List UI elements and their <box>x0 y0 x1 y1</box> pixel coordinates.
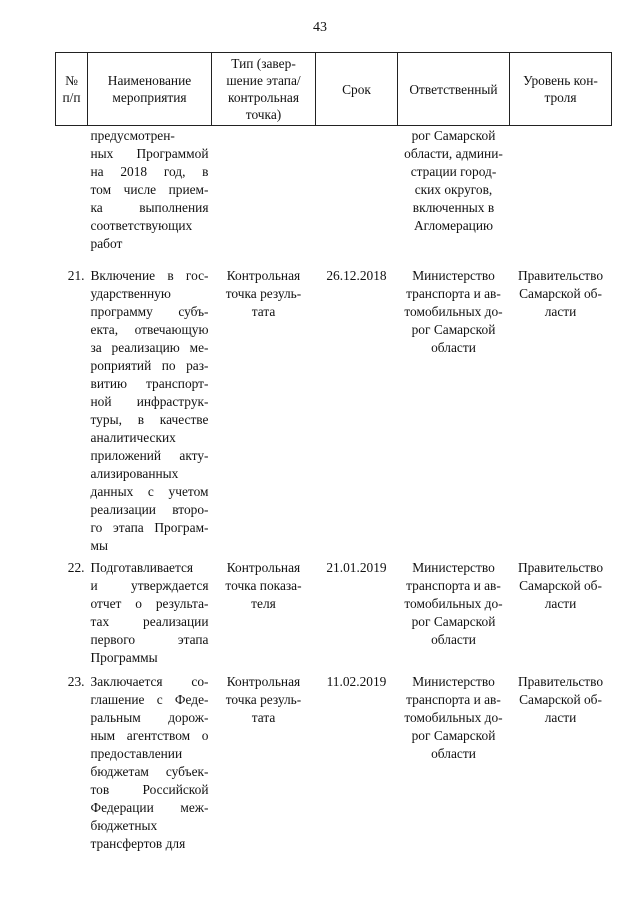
cell-date <box>316 126 398 264</box>
text-line: рог Самарской <box>411 728 496 743</box>
text-line: глашение с Феде- <box>90 692 209 707</box>
text-line: томобильных до- <box>404 710 503 725</box>
header-control-level: Уровень кон- троля <box>510 53 612 126</box>
activities-table <box>55 52 612 853</box>
text-line: мы <box>90 538 108 553</box>
text-line: ударственную <box>90 286 171 301</box>
text-line: ным агентством о <box>90 728 209 743</box>
text-line: тата <box>251 710 276 725</box>
text-line: соответствующих <box>90 218 193 233</box>
text-line: первого этапа <box>90 632 209 647</box>
text-line: Самарской об- <box>519 286 602 301</box>
text-line: роприятий по раз- <box>90 358 209 373</box>
text-line: Правительство <box>517 560 604 575</box>
cell-name <box>88 555 212 669</box>
text-line: том числе прием- <box>90 182 209 197</box>
text-line: ласти <box>544 596 577 611</box>
text-line: данных с учетом <box>90 484 209 499</box>
text-line: транспорта и ав- <box>406 286 501 301</box>
cell-number: 22. <box>67 560 85 575</box>
text-line: ских округов, <box>414 182 493 197</box>
text-line: екта, отвечающую <box>90 322 209 337</box>
cell-control-level <box>510 555 612 669</box>
header-name: Наименование мероприятия <box>88 53 212 126</box>
text-line: области <box>431 632 476 647</box>
text-line: Федерации меж- <box>90 800 209 815</box>
text-line: витию транспорт- <box>90 376 209 391</box>
text-line: на 2018 год, в <box>90 164 209 179</box>
table-body <box>56 126 612 854</box>
text-line: Агломерацию <box>414 218 493 233</box>
cell-type <box>212 669 316 853</box>
text-line: тов Российской <box>90 782 209 797</box>
text-line: программу субъ- <box>90 304 209 319</box>
cell-date: 21.01.2019 <box>326 560 387 575</box>
text-line: и утверждается <box>90 578 209 593</box>
text-line: за реализацию ме- <box>90 340 209 355</box>
cell-name <box>88 263 212 555</box>
text-line: туры, в качестве <box>90 412 209 427</box>
cell-control-level <box>510 669 612 853</box>
text-line: тах реализации <box>90 614 209 629</box>
text-line: бюджетных <box>90 818 158 833</box>
text-line: области <box>431 340 476 355</box>
header-number: № п/п <box>56 53 88 126</box>
text-line: Правительство <box>517 674 604 689</box>
text-line: точка показа- <box>225 578 302 593</box>
text-line: рог Самарской <box>411 128 496 143</box>
text-line: области, админи- <box>404 146 503 161</box>
text-line: рог Самарской <box>411 322 496 337</box>
text-line: рог Самарской <box>411 614 496 629</box>
cell-number <box>56 126 88 264</box>
table-row <box>56 555 612 669</box>
cell-date: 26.12.2018 <box>326 268 387 283</box>
header-type: Тип (завер- шение этапа/ контрольная точка) <box>212 53 316 126</box>
text-line: Подготавливается <box>90 560 194 575</box>
text-line: работ <box>90 236 123 251</box>
text-line: страции город- <box>410 164 497 179</box>
text-line: теля <box>251 596 276 611</box>
text-line: бюджетам субъек- <box>90 764 209 779</box>
cell-type <box>212 555 316 669</box>
text-line: Программы <box>90 650 158 665</box>
cell-name <box>88 669 212 853</box>
text-line: Правительство <box>517 268 604 283</box>
text-line: приложений акту- <box>90 448 209 463</box>
text-line: предоставлении <box>90 746 183 761</box>
cell-control-level <box>510 126 612 264</box>
cell-responsible <box>398 669 510 853</box>
text-line: томобильных до- <box>404 596 503 611</box>
text-line: ральным дорож- <box>90 710 209 725</box>
text-line: томобильных до- <box>404 304 503 319</box>
text-line: ласти <box>544 304 577 319</box>
header-responsible: Ответственный <box>398 53 510 126</box>
text-line: трансфертов для <box>90 836 186 851</box>
text-line: Контрольная <box>226 674 301 689</box>
text-line: ка выполнения <box>90 200 209 215</box>
text-line: Министерство <box>412 674 495 689</box>
text-line: Самарской об- <box>519 692 602 707</box>
cell-responsible <box>398 263 510 555</box>
text-line: точка резуль- <box>225 286 302 301</box>
cell-date: 11.02.2019 <box>326 674 387 689</box>
text-line: реализации второ- <box>90 502 209 517</box>
text-line: точка резуль- <box>225 692 302 707</box>
text-line: области <box>431 746 476 761</box>
cell-name <box>88 126 212 264</box>
cell-number: 21. <box>67 268 85 283</box>
text-line: Министерство <box>412 268 495 283</box>
text-line: Заключается со- <box>90 674 209 689</box>
cell-responsible <box>398 126 510 264</box>
text-line: транспорта и ав- <box>406 692 501 707</box>
text-line: ной инфраструк- <box>90 394 209 409</box>
table-header <box>56 53 612 126</box>
text-line: ных Программой <box>90 146 209 161</box>
table-row <box>56 263 612 555</box>
text-line: Контрольная <box>226 560 301 575</box>
cell-type <box>212 126 316 264</box>
text-line: предусмотрен- <box>90 128 175 143</box>
text-line: ализированных <box>90 466 179 481</box>
text-line: включенных в <box>412 200 495 215</box>
text-line: Контрольная <box>226 268 301 283</box>
text-line: Включение в гос- <box>90 268 209 283</box>
header-deadline: Срок <box>316 53 398 126</box>
cell-type <box>212 263 316 555</box>
text-line: отчет о результа- <box>90 596 209 611</box>
text-line: аналитических <box>90 430 176 445</box>
text-line: ласти <box>544 710 577 725</box>
text-line: го этапа Програм- <box>90 520 209 535</box>
text-line: Министерство <box>412 560 495 575</box>
text-line: Самарской об- <box>519 578 602 593</box>
cell-number: 23. <box>67 674 85 689</box>
text-line: тата <box>251 304 276 319</box>
text-line: транспорта и ав- <box>406 578 501 593</box>
page-number: 43 <box>313 20 327 35</box>
table-row-continuation <box>56 126 612 264</box>
table-row <box>56 669 612 853</box>
cell-responsible <box>398 555 510 669</box>
cell-control-level <box>510 263 612 555</box>
